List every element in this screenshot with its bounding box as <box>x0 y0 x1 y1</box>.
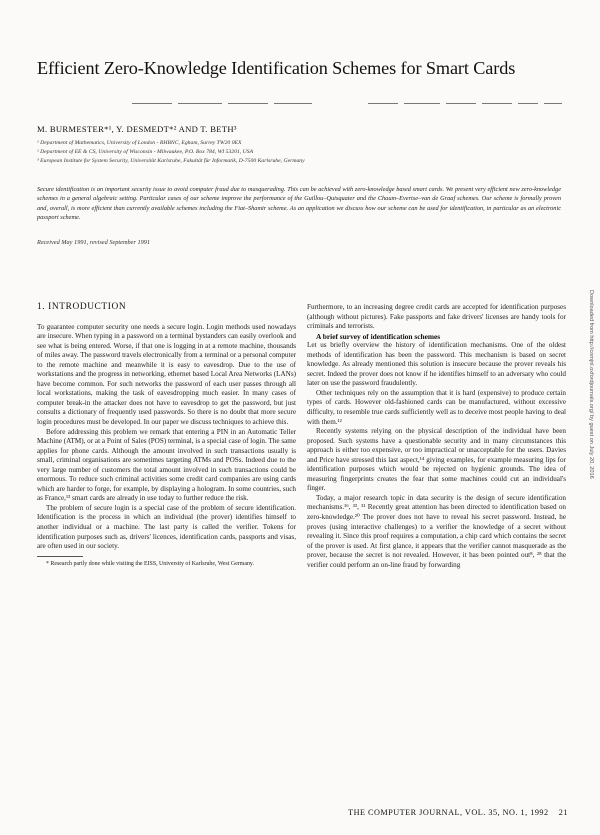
abstract: Secure identification is an important security issue to avoid computer fraud due to masquerading. This can be achieved with zero-knowledge based smart cards. We present very efficient new zero-knowledge schemes in a general algebraic setting. Particular cases of our scheme improve the performance of the Guillou–Quisquater and the Chaum–Evertse–van de Graaf schemes. Our scheme is formally proven and, overall, is more efficient than currently available schemes including the Fiat–Shamir scheme. As an application we discuss how our scheme can be used for identification, in particular as an electronic passport scheme. <box>37 186 561 222</box>
paragraph: Recently systems relying on the physical description of the individual have been proposed. Such systems have a questionable security and in many circumstances this approach is either too expensive, or too impractical or unacceptable for the users. Davies and Price have stressed this last aspect,¹⁴ giving examples, for example measuring lips for identification purposes which would be rejected on hygienic grounds. The idea of measuring fingerprints creates the fear that some machines could cut an individual's finger. <box>307 427 566 493</box>
paragraph: The problem of secure login is a special case of the problem of secure identification. Identification is the process in which an individual (the prover) identifies himself to another individual or a machine. The last party is called the verifier. Tokens for identification purposes such as, drivers' licences, identification cards, passports and visas, are often used in our society. <box>37 503 296 551</box>
affiliation-3: ³ European Institute for System Security, Universität Karlsruhe, Fakultät für Informatik, D-7500 Karlsruhe, Germany <box>37 158 305 164</box>
received-date: Received May 1991, revised September 1991 <box>37 239 151 246</box>
download-watermark <box>586 290 594 820</box>
paragraph: To guarantee computer security one needs a secure login. Login methods used nowadays are insecure. When typing in a password on a terminal bystanders can easily overlook and see what is being entered. Worse, if that one is logging in at a remote machine, thousands of miles away. The password travels electronically from a terminal or a personal computer to the remote machine and meanwhile it is easy to eavesdrop. Due to the use of workstations and the progress in networking, ethernet based Local Area Networks (LANs) have become common. For such networks the password of each user passes through all local workstations, making the task of eavesdropping much easier. In many cases of computer break-in the attacker does not have to eavesdrop to get the password, but just consults a dictionary of frequently used passwords. So there is no doubt that more secure login procedures must be developed. In our paper we discuss techniques to achieve this. <box>37 322 296 427</box>
authors: M. BURMESTER*¹, Y. DESMEDT*² AND T. BETH³ <box>37 124 237 134</box>
right-column <box>307 303 566 570</box>
footnote: * Research partly done while visiting the EISS, University of Karlsruhe, West Germany. <box>46 560 254 567</box>
paragraph: Other techniques rely on the assumption that it is hard (expensive) to produce certain types of cards. However old-fashioned cards can be manufactured, without excessive difficulty, to resemble true cards sufficiently well as to deceive most people having to deal with them.¹² <box>307 388 566 426</box>
subsection-heading: A brief survey of identification schemes <box>316 331 441 341</box>
paragraph: Before addressing this problem we remark that entering a PIN in an Automatic Teller Machine (ATM), or at a Point of Sales (POS) terminal, is a special case of login. The same applies for phone cards. Although the amount involved in such transactions usually is small, criminal organisations are sometimes targeting ATMs and POSs. Indeed due to the very large number of customers the total amount involved in such transactions could be enormous. To reduce such criminal activities some credit card companies are using cards which are harder to forge, for example, by displaying a hologram. In some countries, such as France,¹³ smart cards are already in use today to further reduce the risk. <box>37 427 296 503</box>
title-rule <box>132 103 562 107</box>
paper-title: Efficient Zero-Knowledge Identification Schemes for Smart Cards <box>37 58 516 78</box>
paragraph: Let us briefly overview the history of identification mechanisms. One of the oldest methods of identification has been the password. This mechanism is based on secret knowledge. As already mentioned this solution is insecure because the prover reveals his secret. Indeed the prover does not know if he identifies himself to an adversary who could later on use the password fraudulently. <box>307 341 566 388</box>
journal-footer: THE COMPUTER JOURNAL, VOL. 35, NO. 1, 1992 21 <box>348 808 568 817</box>
footnote-rule <box>37 556 83 557</box>
download-watermark-text: Downloaded from http://comjnl.oxfordjournals.org/ by guest on July 20, 2016 <box>588 290 594 479</box>
paragraph: Today, a major research topic in data security is the design of secure identification mechanisms.¹⁶, ³³, ³¹ Recently great attention has been directed to identification based on zero-knowledge.²⁰ The prover does not have to reveal his secret password. Instead, he proves (using interactive challenges) to a verifier the knowledge of a secret without revealing it. Since this proof requires a computation, a chip card which contains the secret of the prover is used. At first glance, it appears that the verifier cannot masquerade as the prover, because the secret is not revealed. However, it has been pointed out⁸, ²⁸ that the verifier could perform an on-line fraud by forwarding <box>307 493 566 569</box>
affiliation-1: ¹ Department of Mathematics, University of London - RHBNC, Egham, Surrey TW20 0EX <box>37 140 242 146</box>
section-heading: 1. INTRODUCTION <box>37 302 127 312</box>
left-column <box>37 303 296 568</box>
paragraph: Furthermore, to an increasing degree credit cards are accepted for identification purposes (although without pictures). Fake passports and fake drivers' licenses are handy tools for criminals and terrorists. <box>307 303 566 331</box>
affiliation-2: ² Department of EE & CS, University of Wisconsin - Milwaukee, P.O. Box 784, WI 53201, USA <box>37 149 254 155</box>
